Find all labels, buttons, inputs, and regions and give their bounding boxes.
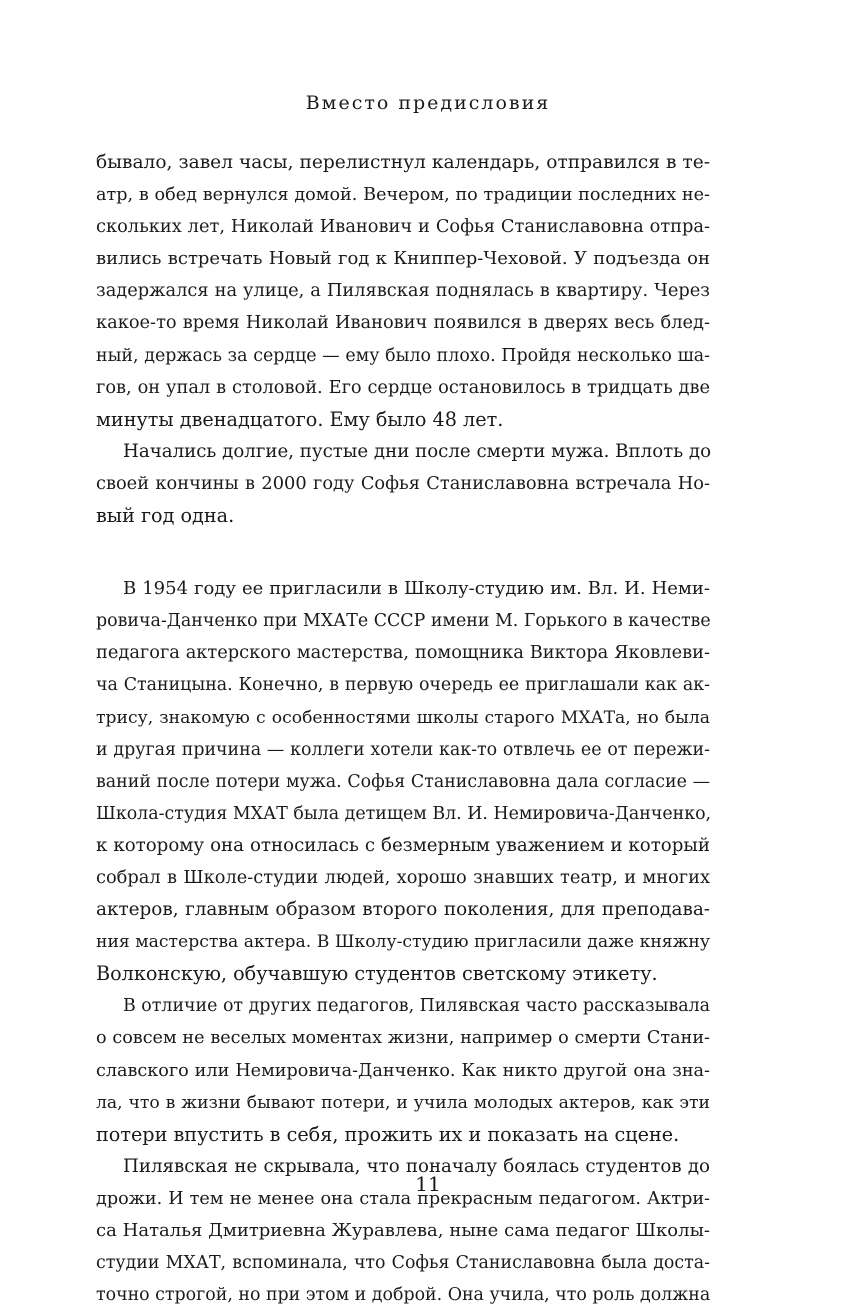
text-line: Волконскую, обучавшую студентов светскому этикету. <box>96 962 658 986</box>
text-line: ния мастерства актера. В Школу-студию пригласили даже княжну <box>96 932 710 953</box>
text-line: вый год одна. <box>96 504 235 528</box>
text-line: педагога актерского мастерства, помощника Виктора Яковлеви- <box>96 642 710 664</box>
text-line: какое-то время Николай Иванович появился в дверях весь блед- <box>96 312 710 334</box>
text-line: гов, он упал в столовой. Его сердце остановилось в тридцать две <box>96 376 710 398</box>
text-line: задержался на улице, а Пилявская поднялась в квартиру. Через <box>96 280 710 302</box>
text-line: скольких лет, Николай Иванович и Софья Станиславовна отпра- <box>96 216 710 238</box>
text-line: минуты двенадцатого. Ему было 48 лет. <box>96 407 504 431</box>
body-text <box>96 147 710 1311</box>
text-line: своей кончины в 2000 году Софья Станиславовна встречала Но- <box>96 472 710 494</box>
text-line: дрожи. И тем не менее она стала прекрасным педагогом. Актри- <box>96 1188 710 1209</box>
text-line: са Наталья Дмитриевна Журавлева, ныне сама педагог Школы- <box>96 1220 710 1241</box>
text-line: студии МХАТ, вспоминала, что Софья Станиславовна была доста- <box>96 1253 710 1274</box>
text-line: точно строгой, но при этом и доброй. Она учила, что роль должна <box>96 1285 711 1306</box>
text-line: бывало, завел часы, перелистнул календарь, отправился в те- <box>96 152 710 173</box>
text-line: атр, в обед вернулся домой. Вечером, по традиции последних не- <box>96 185 710 206</box>
text-line: Пилявская не скрывала, что поначалу боялась студентов до <box>123 1155 710 1177</box>
text-line: славского или Немировича-Данченко. Как никто другой она зна- <box>96 1060 710 1081</box>
text-line: ваний после потери мужа. Софья Станиславовна дала согласие — <box>96 771 710 792</box>
text-line: Начались долгие, пустые дни после смерти мужа. Вплоть до <box>123 440 712 462</box>
page-number: 11 <box>415 1172 441 1196</box>
text-line: к которому она относилась с безмерным уважением и который <box>96 834 710 856</box>
section-break <box>96 532 710 573</box>
text-line: ный, держась за сердце — ему было плохо. Пройдя несколько ша- <box>96 345 710 366</box>
text-line: ча Станицына. Конечно, в первую очередь ее приглашали как ак- <box>96 675 710 696</box>
text-line: В 1954 году ее пригласили в Школу-студию им. Вл. И. Неми- <box>123 578 710 600</box>
text-line: вились встречать Новый год к Книппер-Чеховой. У подъезда он <box>96 248 710 270</box>
running-head: Вместо предисловия <box>305 92 551 114</box>
text-line: ла, что в жизни бывают потери, и учила молодых актеров, как эти <box>96 1092 710 1113</box>
text-line: актеров, главным образом второго поколения, для преподава- <box>96 899 710 921</box>
text-line: и другая причина — коллеги хотели как-то отвлечь ее от пережи- <box>96 739 710 760</box>
text-line: потери впустить в себя, прожить их и показать на сцене. <box>96 1122 680 1146</box>
text-line: ровича-Данченко при МХАТе СССР имени М. Горького в качестве <box>96 611 711 632</box>
text-line: В отличие от других педагогов, Пилявская часто рассказывала <box>123 996 711 1017</box>
text-line: о совсем не веселых моментах жизни, например о смерти Стани- <box>96 1028 710 1049</box>
text-line: собрал в Школе-студии людей, хорошо знавших театр, и многих <box>96 866 710 888</box>
text-line: Школа-студия МХАТ была детищем Вл. И. Немировича-Данченко, <box>96 803 712 824</box>
text-line: трису, знакомую с особенностями школы старого МХАТа, но была <box>96 707 710 728</box>
